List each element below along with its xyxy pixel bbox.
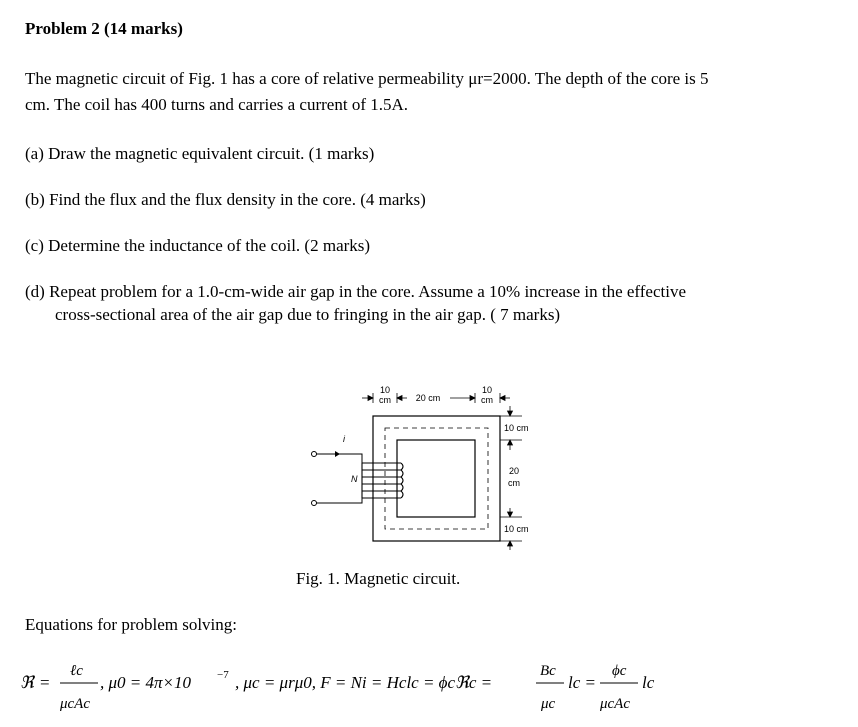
dim-right-unit: cm <box>481 395 493 405</box>
dim-left-value: 10 <box>379 385 391 395</box>
core-outer-edge <box>373 416 500 541</box>
terminal-bottom <box>312 501 317 506</box>
muc-denominator: μc <box>541 696 556 712</box>
reluctance-symbol: ℜ <box>20 673 34 692</box>
eq-equals: = <box>40 673 50 692</box>
lc-term: lc = <box>568 673 596 692</box>
magnetic-circuit-figure <box>300 378 560 558</box>
dim-left-unit: cm <box>379 395 391 405</box>
terminal-top <box>312 452 317 457</box>
question-c: (c) Determine the inductance of the coil. (2 marks) <box>25 236 371 255</box>
turns-label: N <box>351 474 358 484</box>
muc-definition: , μc = μrμ0, F = Ni = Hclc = ϕcℜc = <box>235 673 493 692</box>
dim-side-top: 10 cm <box>504 423 529 433</box>
question-b: (b) Find the flux and the flux density in the core. (4 marks) <box>25 190 426 209</box>
current-label: i <box>343 434 345 444</box>
lc-term-2: lc <box>642 673 655 692</box>
dim-side-mid-unit: cm <box>508 478 520 488</box>
problem-title: Problem 2 (14 marks) <box>25 19 183 38</box>
equations-heading: Equations for problem solving: <box>25 615 238 634</box>
dim-right-value: 10 <box>481 385 493 395</box>
mu-a-denominator: μcAc <box>60 696 91 712</box>
equations-block <box>20 648 850 724</box>
lc-numerator: ℓc <box>70 663 83 679</box>
muac-denominator: μcAc <box>600 696 631 712</box>
dim-middle: 20 cm <box>415 393 441 403</box>
dim-side-bottom: 10 cm <box>504 524 529 534</box>
intro-line-1: The magnetic circuit of Fig. 1 has a core of relative permeability μr=2000. The depth of the core is 5 <box>25 69 709 88</box>
question-d-line-1: (d) Repeat problem for a 1.0-cm-wide air gap in the core. Assume a 10% increase in the effective <box>25 282 687 301</box>
core-inner-window <box>397 440 475 517</box>
mean-path <box>385 428 488 529</box>
exponent: −7 <box>217 669 229 681</box>
bc-numerator: Bc <box>540 663 556 679</box>
mu0-definition: , μ0 = 4π×10 <box>100 673 191 692</box>
intro-line-2: cm. The coil has 400 turns and carries a current of 1.5A. <box>25 95 409 114</box>
phic-numerator: ϕc <box>612 663 627 679</box>
question-d-line-2: cross-sectional area of the air gap due to fringing in the air gap. ( 7 marks) <box>55 305 561 324</box>
dim-side-mid-value: 20 <box>508 466 520 476</box>
current-arrow <box>335 451 340 457</box>
figure-caption: Fig. 1. Magnetic circuit. <box>296 569 461 588</box>
question-a: (a) Draw the magnetic equivalent circuit. (1 marks) <box>25 144 375 163</box>
